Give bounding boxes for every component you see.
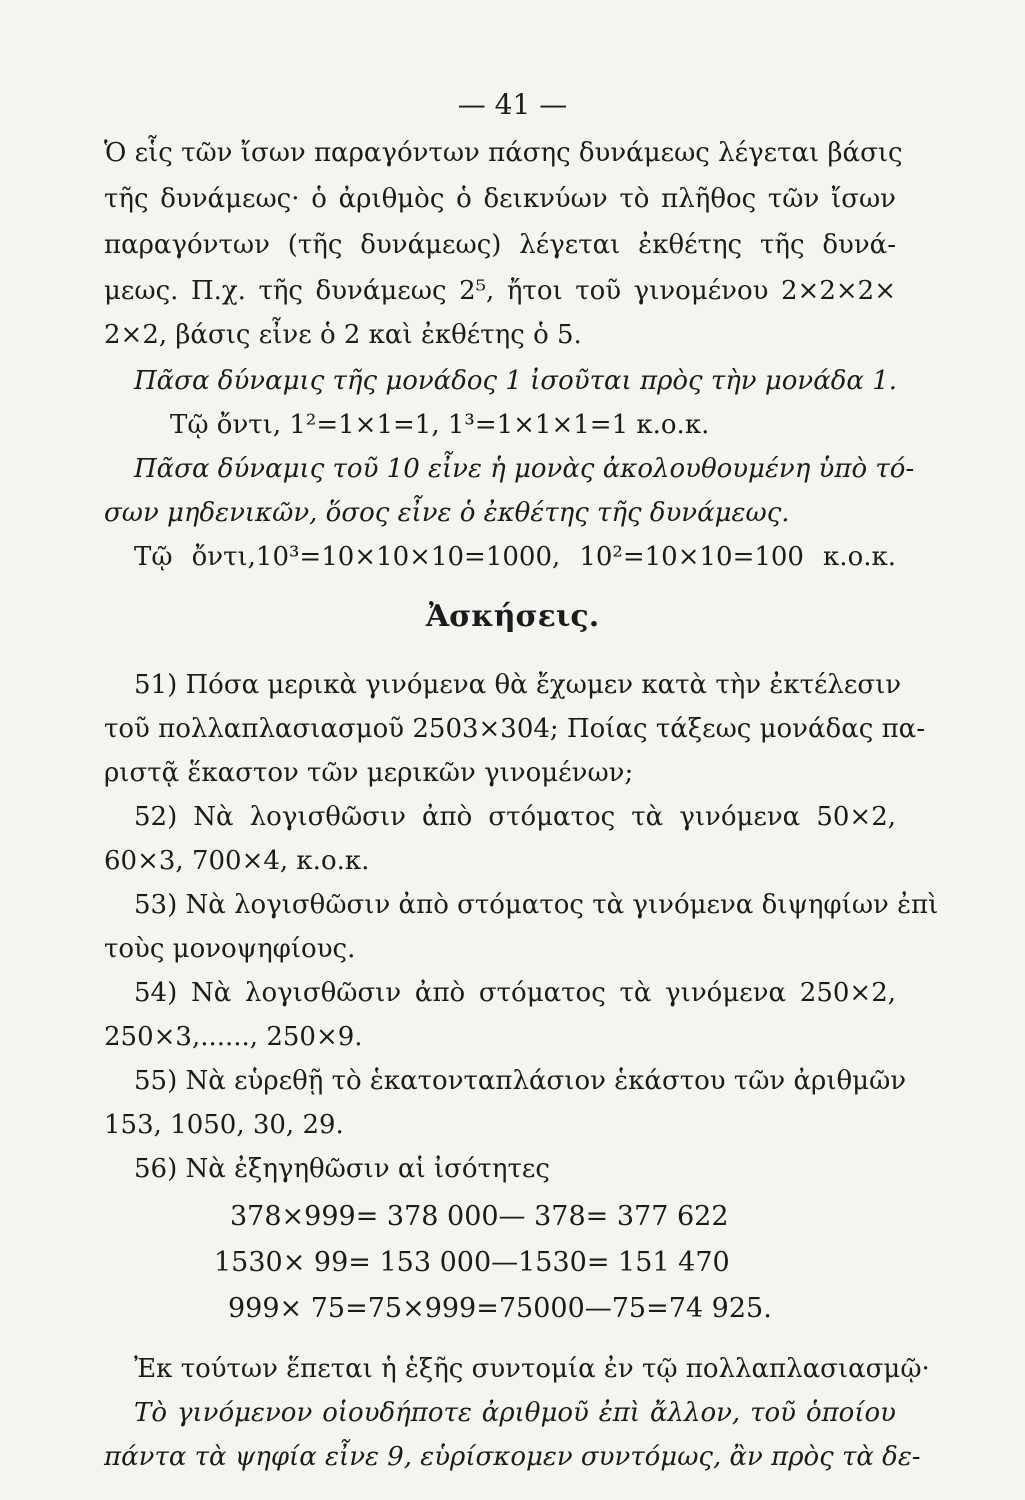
- page-number: — 41 —: [457, 88, 568, 121]
- exercise-52-line-2: 60×3, 700×4, κ.ο.κ.: [104, 846, 370, 876]
- equation-3: 999× 75=75×999=75000—75=74 925.: [228, 1293, 772, 1324]
- exercise-51-line-3: ριστᾷ ἕκαστον τῶν μερικῶν γινομένων;: [104, 758, 634, 788]
- exercise-52-line-1: 52) Νὰ λογισθῶσιν ἀπὸ στόματος τὰ γινόμενα 50×2,: [134, 802, 896, 832]
- theorem-line-2: Πᾶσα δύναμις τοῦ 10 εἶνε ἡ μονὰς ἀκολουθουμένη ὑπὸ τό-: [134, 454, 915, 484]
- proof-line-1: Τῷ ὄντι, 1²=1×1=1, 1³=1×1×1=1 κ.ο.κ.: [170, 410, 710, 440]
- text-line-2: τῆς δυνάμεως· ὁ ἀριθμὸς ὁ δεικνύων τὸ πλῆθος τῶν ἴσων: [104, 184, 896, 214]
- equation-2: 1530× 99= 153 000—1530= 151 470: [214, 1247, 730, 1278]
- equation-1: 378×999= 378 000— 378= 377 622: [230, 1201, 729, 1232]
- exercise-51-line-2: τοῦ πολλαπλασιασμοῦ 2503×304; Ποίας τάξεως μονάδας πα-: [104, 714, 926, 744]
- text-line-1: Ὁ εἷς τῶν ἴσων παραγόντων πάσης δυνάμεως λέγεται βάσις: [104, 138, 903, 168]
- conclusion-line-1: Ἐκ τούτων ἕπεται ἡ ἑξῆς συντομία ἐν τῷ πολλαπλασιασμῷ·: [134, 1354, 930, 1384]
- exercise-55-line-1: 55) Νὰ εὑρεθῇ τὸ ἑκατονταπλάσιον ἑκάστου τῶν ἀριθμῶν: [134, 1066, 907, 1096]
- theorem-line-1: Πᾶσα δύναμις τῆς μονάδος 1 ἰσοῦται πρὸς τὴν μονάδα 1.: [134, 366, 898, 396]
- theorem-line-3: σων μηδενικῶν, ὅσος εἶνε ὁ ἐκθέτης τῆς δυνάμεως.: [104, 498, 790, 528]
- text-line-4: μεως. Π.χ. τῆς δυνάμεως 2⁵, ἤτοι τοῦ γινομένου 2×2×2×: [104, 276, 896, 306]
- exercise-55-line-2: 153, 1050, 30, 29.: [104, 1110, 344, 1140]
- conclusion-line-2: Τὸ γινόμενον οἱουδήποτε ἀριθμοῦ ἐπὶ ἄλλον, τοῦ ὁποίου: [134, 1398, 896, 1428]
- text-line-3: παραγόντων (τῆς δυνάμεως) λέγεται ἐκθέτης τῆς δυνά-: [104, 230, 896, 260]
- exercise-53-line-2: τοὺς μονοψηφίους.: [104, 934, 356, 964]
- text-line-5: 2×2, βάσις εἶνε ὁ 2 καὶ ἐκθέτης ὁ 5.: [104, 320, 582, 350]
- conclusion-line-3: πάντα τὰ ψηφία εἶνε 9, εὑρίσκομεν συντόμως, ἂν πρὸς τὰ δε-: [104, 1442, 921, 1472]
- exercise-53-line-1: 53) Νὰ λογισθῶσιν ἀπὸ στόματος τὰ γινόμενα διψηφίων ἐπὶ: [134, 890, 939, 920]
- exercise-56-line-1: 56) Νὰ ἐξηγηθῶσιν αἱ ἰσότητες: [134, 1154, 550, 1184]
- section-heading: Ἀσκήσεις.: [425, 599, 600, 634]
- exercise-51-line-1: 51) Πόσα μερικὰ γινόμενα θὰ ἔχωμεν κατὰ τὴν ἐκτέλεσιν: [134, 670, 902, 700]
- exercise-54-line-2: 250×3,......, 250×9.: [104, 1022, 363, 1052]
- exercise-54-line-1: 54) Νὰ λογισθῶσιν ἀπὸ στόματος τὰ γινόμενα 250×2,: [134, 978, 896, 1008]
- proof-line-2: Τῷ ὄντι,10³=10×10×10=1000, 10²=10×10=100 κ.ο.κ.: [134, 542, 896, 572]
